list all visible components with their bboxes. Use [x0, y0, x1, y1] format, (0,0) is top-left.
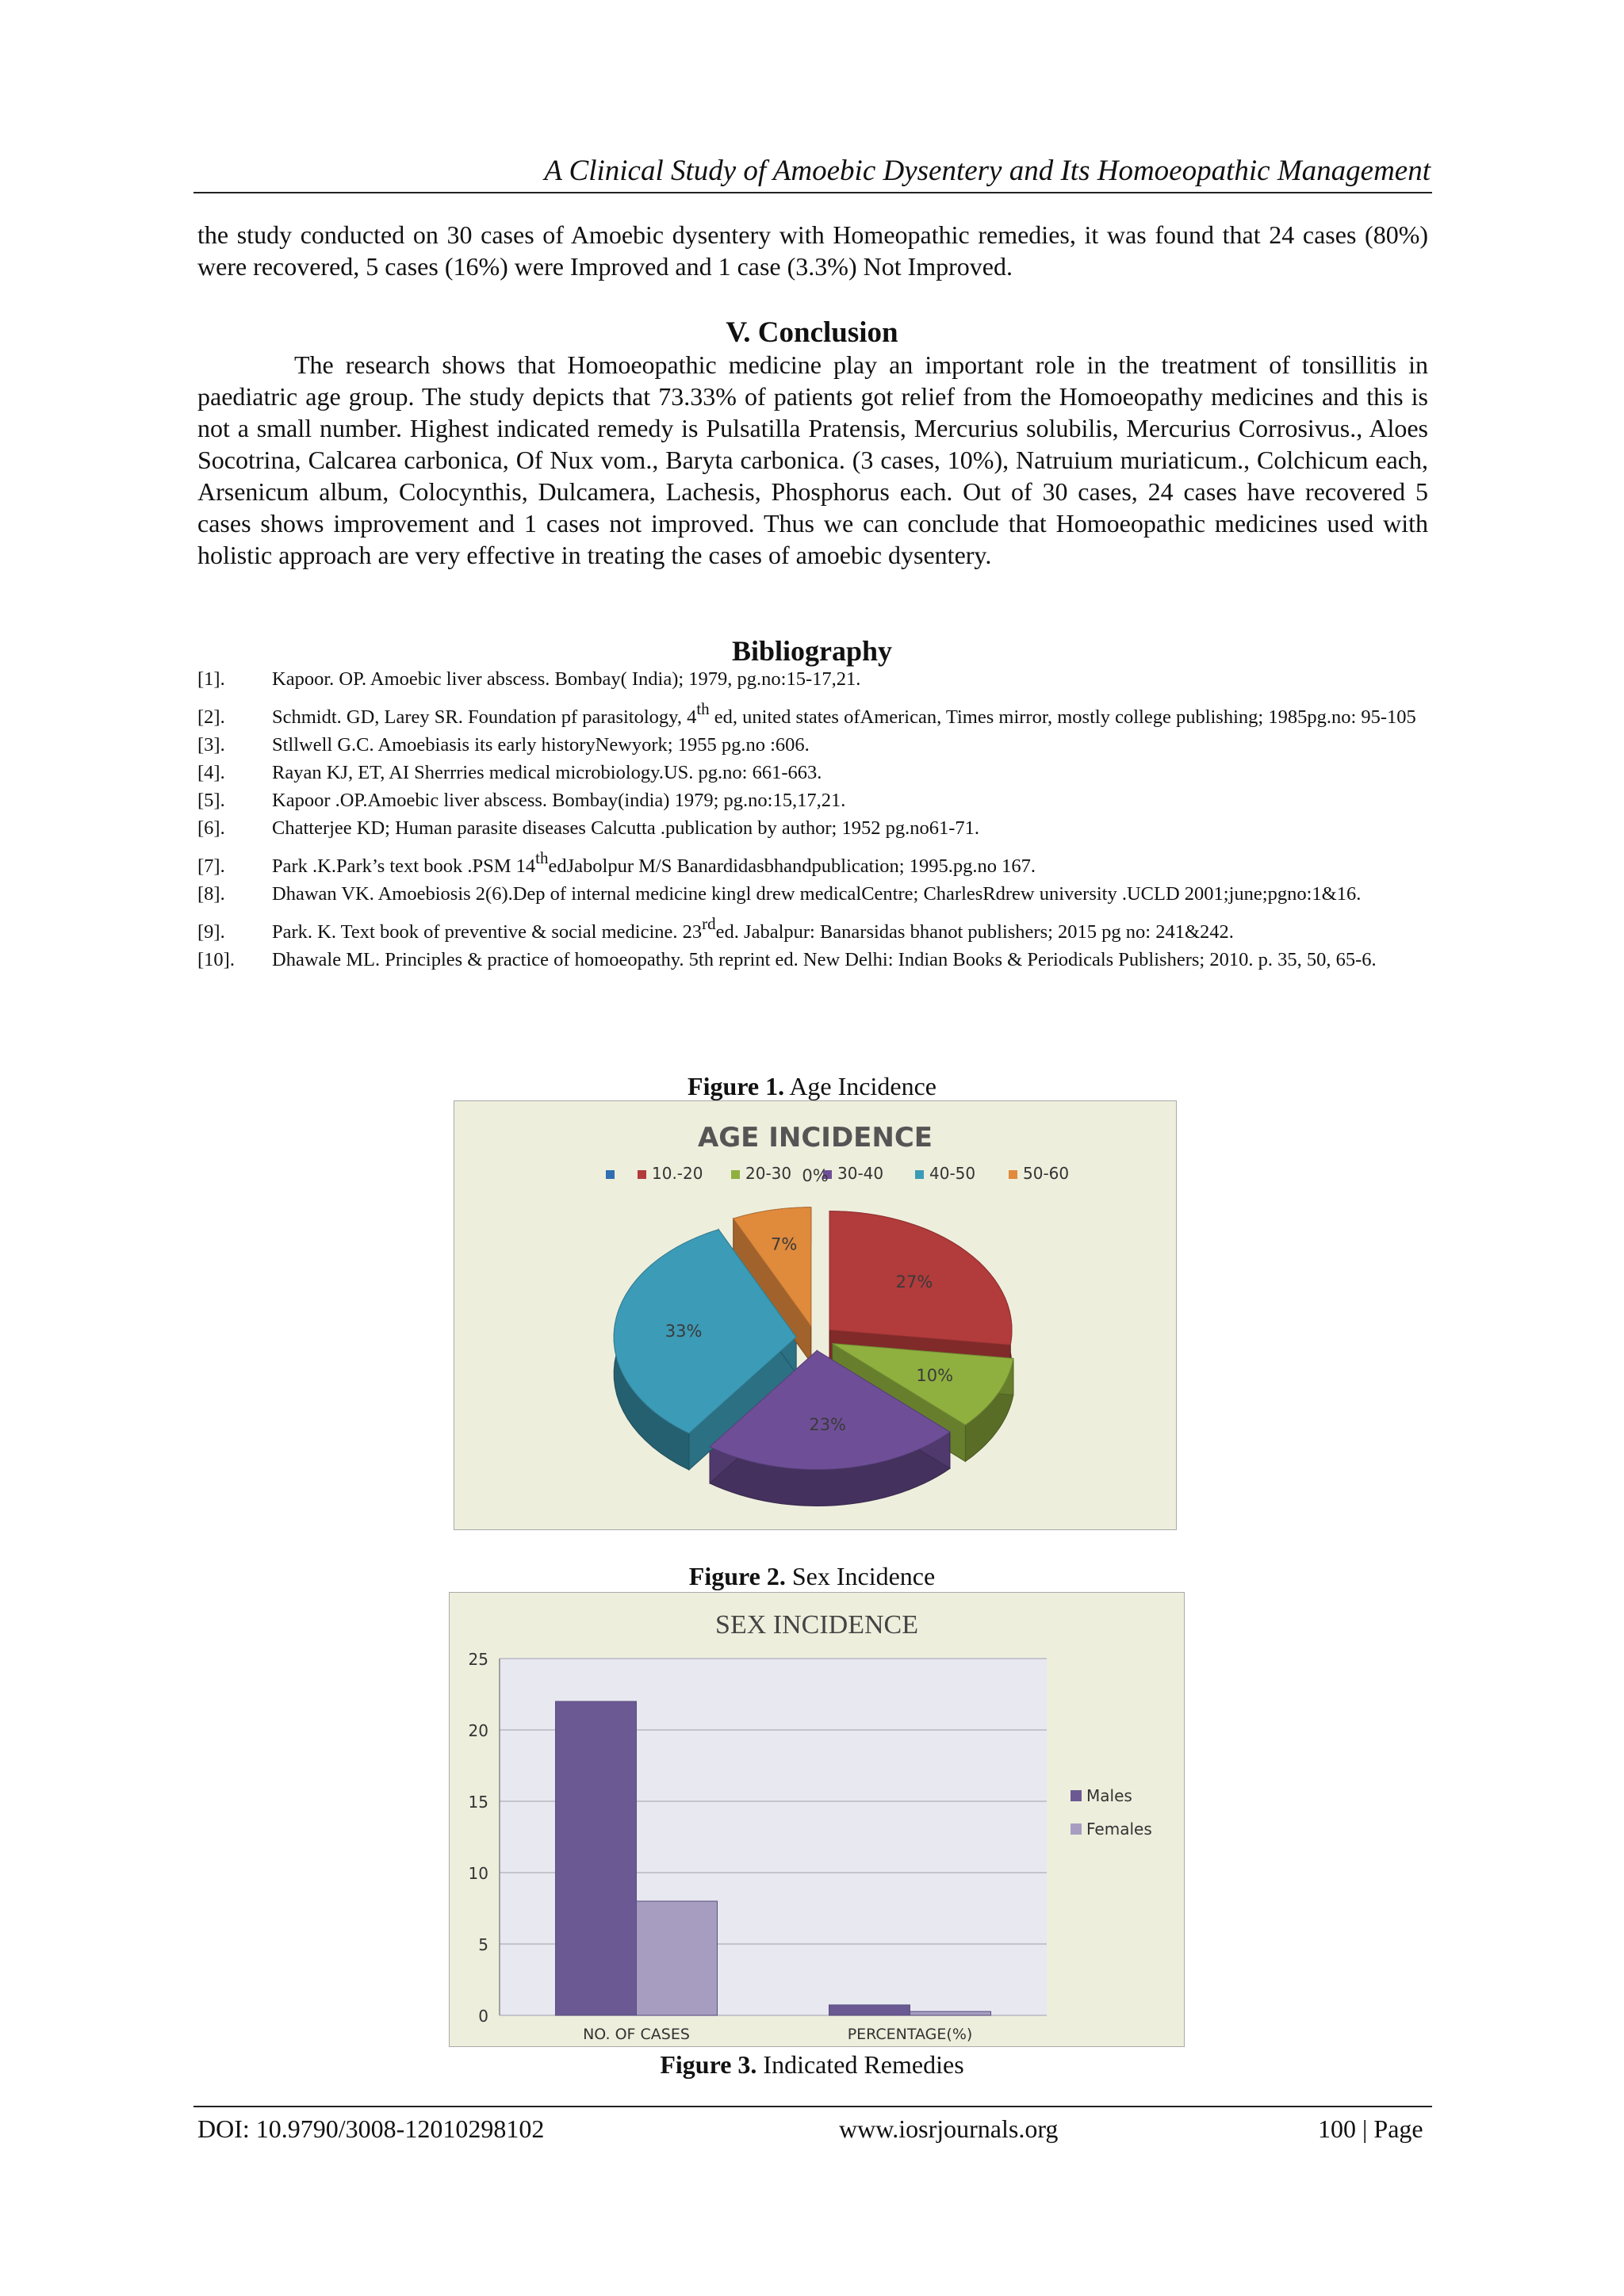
- pie-data-label: 7%: [770, 1234, 798, 1254]
- legend-label: Females: [1086, 1820, 1152, 1839]
- reference-text-cont: ed. Jabalpur: Banarsidas bhanot publishers; 2015 pg no: 241&242.: [715, 921, 1234, 943]
- reference-number: [6].: [197, 817, 225, 839]
- legend-label: 10.-20: [652, 1164, 703, 1183]
- bar: [556, 1701, 637, 2015]
- bar: [829, 2005, 910, 2015]
- reference-text: Dhawan VK. Amoebiosis 2(6).Dep of internal medicine kingl drew medicalCentre; CharlesRdrew university .UCLD 2001;june;pgno:1&16.: [272, 883, 1362, 905]
- reference-item: [197, 698, 1430, 729]
- pie-data-label: 23%: [809, 1415, 847, 1435]
- reference-text: Rayan KJ, ET, AI Sherrries medical microbiology.US. pg.no: 661-663.: [272, 762, 822, 783]
- chart-title: AGE INCIDENCE: [697, 1122, 933, 1154]
- reference-text: Chatterjee KD; Human parasite diseases Calcutta .publication by author; 1952 pg.no61-71.: [272, 817, 979, 839]
- figure-title: Indicated Remedies: [763, 2050, 964, 2079]
- reference-number: [10].: [197, 949, 235, 970]
- reference-superscript: th: [535, 848, 549, 867]
- legend-label: Males: [1086, 1786, 1132, 1805]
- pie-data-label: 27%: [895, 1272, 933, 1292]
- reference-text: Schmidt. GD, Larey SR. Foundation pf parasitology, 4: [272, 706, 697, 728]
- legend-swatch: [606, 1170, 615, 1179]
- figure-2-caption: [0, 1560, 1624, 1592]
- y-tick-label: 25: [468, 1650, 488, 1669]
- legend-swatch: [1009, 1170, 1017, 1179]
- bar: [637, 1901, 718, 2015]
- legend-swatch: [1071, 1790, 1082, 1801]
- reference-number: [4].: [197, 762, 225, 783]
- legend-label: 30-40: [837, 1164, 884, 1183]
- y-tick-label: 15: [468, 1793, 488, 1812]
- footer-page-number: 100 | Page: [1318, 2114, 1423, 2143]
- y-tick-label: 10: [468, 1864, 488, 1883]
- reference-text: Kapoor. OP. Amoebic liver abscess. Bombay( India); 1979, pg.no:15-17,21.: [272, 668, 861, 690]
- figure-title: Sex Incidence: [791, 1562, 936, 1590]
- figure-1-caption: [0, 1070, 1624, 1102]
- chart-title: SEX INCIDENCE: [715, 1610, 918, 1640]
- legend-swatch: [638, 1170, 646, 1179]
- footer-doi: DOI: 10.9790/3008-12010298102: [197, 2114, 545, 2143]
- reference-text-cont: edJabolpur M/S Banardidasbhandpublication; 1995.pg.no 167.: [548, 855, 1036, 877]
- legend-swatch: [915, 1170, 924, 1179]
- reference-number: [2].: [197, 706, 225, 728]
- reference-text: Park .K.Park’s text book .PSM 14: [272, 855, 536, 877]
- reference-number: [5].: [197, 790, 225, 811]
- age-incidence-chart: [454, 1100, 1177, 1530]
- reference-item: [197, 790, 1430, 812]
- bibliography-heading: Bibliography: [731, 635, 893, 667]
- pie-data-label: 33%: [665, 1321, 703, 1341]
- reference-number: [8].: [197, 883, 225, 905]
- legend-label: 20-30: [745, 1164, 792, 1183]
- reference-number: [3].: [197, 734, 225, 756]
- pie-data-label: 0%: [802, 1166, 829, 1185]
- figure-label: Figure 2.: [688, 1562, 786, 1590]
- legend-label: 50-60: [1023, 1164, 1070, 1183]
- conclusion-paragraph: The research shows that Homoeopathic medicine play an important role in the treatment of tonsillitis in paediatric age group. The study depicts that 73.33% of patients got relief from the Homoeopathy medicines and this is not a small number. Highest indicated remedy is Pulsatilla Pratensis, Mercurius solubilis, Mercurius Corrosivus., Aloes Socotrina, Calcarea carbonica, Of Nux vom., Baryta carbonica. (3 cases, 10%), Natruium muriaticum., Colchicum each, Arsenicum album, Colocynthis, Dulcamera, Lachesis, Phosphorus each. Out of 30 cases, 24 cases have recovered 5 cases shows improvement and 1 cases not improved. Thus we can conclude that Homoeopathic medicines used with holistic approach are very effective in treating the cases of amoebic dysentery.: [197, 350, 1428, 569]
- y-tick-label: 20: [468, 1721, 488, 1740]
- reference-text: Kapoor .OP.Amoebic liver abscess. Bombay(india) 1979; pg.no:15,17,21.: [272, 790, 846, 811]
- reference-superscript: th: [696, 698, 710, 718]
- reference-item: [197, 668, 1430, 691]
- reference-item: [197, 817, 1430, 840]
- figure-label: Figure 1.: [688, 1072, 785, 1100]
- reference-superscript: rd: [702, 913, 716, 933]
- reference-item: [197, 762, 1430, 784]
- results-paragraph: the study conducted on 30 cases of Amoebic dysentery with Homeopathic remedies, it was found that 24 cases (80%) were recovered, 5 cases (16%) were Improved and 1 case (3.3%) Not Improved.: [197, 220, 1428, 281]
- x-tick-label: PERCENTAGE(%): [847, 2026, 973, 2043]
- legend-label: 40-50: [929, 1164, 976, 1183]
- reference-text: Dhawale ML. Principles & practice of homoeopathy. 5th reprint ed. New Delhi: Indian Books & Periodicals Publishers; 2010. p. 35, 50, 65-6.: [272, 949, 1377, 970]
- figure-label: Figure 3.: [660, 2050, 757, 2079]
- bar: [910, 2011, 991, 2015]
- reference-item: [197, 848, 1430, 878]
- reference-item: [197, 913, 1430, 943]
- legend-swatch: [731, 1170, 740, 1179]
- reference-number: [7].: [197, 855, 225, 877]
- legend-swatch: [1071, 1823, 1082, 1835]
- reference-item: [197, 883, 1430, 905]
- reference-text: Park. K. Text book of preventive & social medicine. 23: [272, 921, 703, 943]
- sex-incidence-chart: [449, 1592, 1185, 2047]
- header-rule: [193, 192, 1432, 193]
- reference-text: Stllwell G.C. Amoebiasis its early historyNewyork; 1955 pg.no :606.: [272, 734, 810, 756]
- figure-title: Age Incidence: [789, 1072, 936, 1100]
- running-head: A Clinical Study of Amoebic Dysentery and Its Homoeopathic Management: [544, 155, 1431, 187]
- footer-website[interactable]: www.iosrjournals.org: [839, 2114, 1059, 2143]
- bibliography-list: [197, 668, 1430, 977]
- figure-3-caption: [0, 2049, 1624, 2080]
- footer-rule: [193, 2106, 1432, 2107]
- x-tick-label: NO. OF CASES: [583, 2026, 690, 2043]
- reference-number: [1].: [197, 668, 225, 690]
- y-tick-label: 5: [478, 1935, 488, 1954]
- conclusion-heading: V. Conclusion: [726, 316, 898, 349]
- reference-text-cont: ed, united states ofAmerican, Times mirror, mostly college publishing; 1985pg.no: 95-105: [709, 706, 1416, 728]
- reference-item: [197, 949, 1430, 971]
- reference-number: [9].: [197, 921, 225, 943]
- reference-item: [197, 734, 1430, 756]
- pie-data-label: 10%: [916, 1366, 954, 1386]
- y-tick-label: 0: [478, 2007, 488, 2026]
